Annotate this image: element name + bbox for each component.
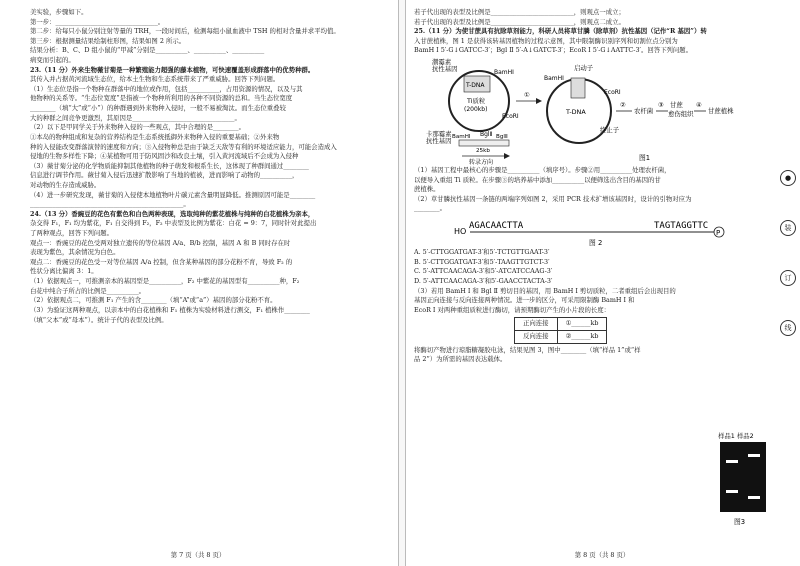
text-line: 性状分离比偏离 3：1。: [30, 267, 98, 276]
gel: [720, 442, 766, 512]
text-line: （1）基因工程中最核心的步骤是__________（填序号）。步骤②用__________处理农杆菌，: [414, 166, 671, 175]
page-8: [404, 0, 800, 566]
text-line: （3）若用 BamH Ⅰ 和 Bgl Ⅱ 剪切目的基因，用 BamH Ⅰ 剪切质粒，二者重组后会出现目的: [414, 286, 676, 295]
fig1-label-ecori-1: EcoRⅠ: [502, 113, 519, 121]
text-line: ________________________________________________。: [30, 200, 190, 209]
binding-mark: ●: [780, 170, 796, 186]
page-7-footer: 第 7 页（共 8 页）: [170, 551, 226, 560]
text-line: 若子代出现的表型及比例是__________________________，则观点二成立。: [414, 17, 625, 26]
fig1-label-kan: 卡那霉素: [426, 130, 452, 139]
fig1-label-plant: 甘蔗植株: [708, 107, 734, 116]
text-line: B. 5′-CTTGGATGAT-3′和5′-TAAGTTGTCT-3′: [414, 257, 550, 266]
text-line: （1）生态位是指一个物种在群落中的地位或作用，包括__________，占用资源的情况，以及与其: [30, 84, 303, 93]
q25-part1-2: [414, 166, 770, 214]
text-line: （填“父本”或“母本”）。统计子代的表型及比例。: [30, 315, 168, 324]
page-7-content: [30, 8, 384, 325]
fig1-label-sugarcane: 甘蔗: [670, 101, 683, 110]
fig1-label-25kb: 25kb: [476, 148, 490, 155]
fig1-label-tdna-1: T-DNA: [466, 82, 485, 90]
fig1-label-promoter: 启动子: [574, 64, 594, 73]
table-cell-label: 正向连接: [515, 318, 558, 331]
step1-arrowhead: [536, 98, 542, 104]
text-line: 若子代出现的表型及比例是__________________________，则观点一成立；: [414, 8, 625, 16]
text-line: 23.（11 分）外来生物薇甘菊是一种繁殖能力超强的藤本植物，可快速覆盖形成群落中的优势种群。: [30, 65, 315, 74]
text-line: （2）草甘膦抗性基因一条链的两端序列如图 2，采用 PCR 技术扩增该基因时，设计的引物对应为: [414, 194, 692, 203]
text-line: 大的种群之间竞争更激烈，其原因是________________________________。: [30, 113, 241, 122]
q25-part3: [414, 287, 714, 316]
text-line: 观点一：香豌豆的花色受两对独立遗传的等位基因 A/a、B/b 控制，基因 A 和 B 同时存在时: [30, 238, 291, 247]
text-line: 24.（13 分）香豌豆的花色有紫色和白色两种表现，选取纯种的紫花植株与纯种的白花植株为亲本，: [30, 209, 315, 218]
text-line: 白花中纯合子所占的比例是__________。: [30, 286, 146, 295]
table-row: [515, 318, 607, 331]
text-line: ________（填“大”或“小”）的种群遇到外来物种入侵时，一般不易被淘汰。而生态位重叠较: [30, 104, 286, 113]
text-line: 入甘蔗植株，图 1 是获得该转基因植物的过程示意图，其中限制酶识别序列和切割位点分别为: [414, 36, 678, 45]
binding-mark: 订: [780, 270, 796, 286]
fig3-title: 样品1 样品2: [718, 432, 754, 440]
figure-3-caption: 图3: [734, 518, 746, 526]
text-line: 将酶切产物进行琼脂糖凝胶电泳，结果见图 3，图中________（填“样品 1”或“样: [414, 345, 641, 354]
text-line: BamH Ⅰ 5′-G↓GATCC-3′；Bgl Ⅱ 5′-A↓GATCT-3′；EcoR Ⅰ 5′-G↓AATTC-3′。回答下列问题。: [414, 46, 693, 55]
figure-2-caption: 图 2: [589, 239, 603, 248]
text-line: 基因正向连接与反向连接两种情况。进一步的区分，可采用限制酶 BamH Ⅰ 和: [414, 296, 635, 305]
fig1-label-bglii-1: BglⅡ: [480, 131, 493, 139]
fig1-label-bamhi-1: BamHⅠ: [494, 69, 514, 77]
fig1-label-tdna-2: T-DNA: [566, 108, 586, 117]
gel-band: [748, 454, 760, 457]
figure-1-caption: 图1: [639, 154, 651, 163]
digest-table: [514, 317, 607, 343]
fig1-label-bamhi-2: BamHⅠ: [452, 134, 471, 141]
table-row: [515, 330, 607, 343]
figure-2: [414, 214, 754, 248]
text-line: EcoR Ⅰ 对两种重组质粒进行酶切，请预期酶切产生的小片段的长度：: [414, 305, 611, 314]
fig1-label-200kb: (200kb): [464, 106, 488, 114]
gel-band: [726, 490, 738, 493]
text-line: 侵地的生物多样性下降；④某植物可用于防风固沙和改良土壤，引入黄河流域后不会成为入侵种: [30, 152, 299, 161]
fig1-step-4: ④: [696, 101, 702, 110]
text-line: 病变而引起的。: [30, 56, 75, 65]
text-line: 表现为紫色，其余情况为白色。: [30, 248, 120, 257]
text-line: 观点二：香豌豆的花色受一对等位基因 A/a 控制，但含某种基因的部分花粉不育，导致 F₂ 的: [30, 257, 293, 266]
binding-mark: 线: [780, 320, 796, 336]
fig2-left-sequence: AGACAACTTA: [469, 221, 524, 232]
fig1-step-3: ③: [658, 101, 664, 110]
text-line: （2）依据观点二，可推测 F₁ 产生的含________（填“A”或“a”）基因的部分花粉不育。: [30, 296, 277, 305]
figure-3: [718, 430, 770, 530]
fig1-label-ecori-2: EcoRⅠ: [604, 89, 621, 97]
text-line: 杂交得 F₁，F₁ 均为紫花，F₁ 自交得到 F₂，F₂ 中表型及比例为紫花：白花 = 9：7，同时针对此提出: [30, 219, 317, 228]
fig1-label-hyg-gene: 抗性基因: [432, 65, 458, 74]
text-line: 种的入侵能改变群落演替的速度和方向；③入侵物种总是由于缺乏天敌等有利的环境适应能力，可能会造成入: [30, 142, 337, 151]
fig2-ho-end: HO: [454, 227, 467, 237]
text-line: C. 5′-ATTCAACAGA-3′和5′-ATCATCCAAG-3′: [414, 267, 553, 276]
text-line: 美实验，步骤如下。: [30, 8, 88, 16]
fig1-label-bglii-2: BglⅡ: [496, 134, 508, 141]
text-line: （1）依据观点一，可推测亲本的基因型是__________，F₂ 中紫花的基因型有__________种，F₂: [30, 277, 300, 286]
text-line: 25.（11 分）为使甘蔗具有抗除草剂能力，科研人员将草甘膦（除草剂）抗性基因（记作“R 基因”）转: [414, 27, 707, 36]
text-line: 对动物的生存造成威胁。: [30, 180, 101, 189]
promoter-region: [571, 78, 585, 98]
transcription-arrowhead: [504, 153, 510, 159]
text-line: 他物种的关系等。“生态位宽度”是指被一个物种所利用的各种不同资源的总和。当生态位宽度: [30, 94, 293, 103]
figure-1: [424, 56, 764, 166]
fig1-label-terminator: 终止子: [600, 126, 620, 135]
fig1-step-2: ②: [620, 101, 626, 110]
text-line: 以便导入重组 Ti 质粒。在步骤③的培养基中添加__________以便筛选出含目的基因的甘: [414, 175, 661, 184]
text-line: ________。: [414, 204, 446, 213]
table-cell-value: ①______kb: [557, 318, 607, 331]
text-line: 蔗植株。: [414, 185, 440, 194]
text-line: ①本岛的物种组成和复杂的营养结构是生态系统抵御外来物种入侵的重要基础；②外来物: [30, 132, 280, 141]
page-8-content: [414, 8, 770, 365]
fig1-step-1: ①: [524, 91, 530, 100]
fig1-label-agro: 农杆菌: [634, 107, 654, 116]
text-line: 第三步：根据测量结果绘制柱形图，结果如图 2 所示。: [30, 36, 186, 45]
text-line: （4）进一步研究发现，薇甘菊的入侵使本地植物叶片碳元素含量明显降低。推测原因可能是________: [30, 190, 316, 199]
text-line: （3）为验证这两种观点，以亲本中的白花植株和 F₁ 植株为实验材料进行测交，F₁ 植株作________: [30, 305, 310, 314]
text-line: 其传入并占据黄河流域生态位，给本土生物和生态系统带来了严重威胁。回答下列问题。: [30, 75, 280, 84]
fig1-label-bamhi-3: BamHⅠ: [544, 75, 564, 83]
fig2-right-sequence: TAGTAGGTTC: [654, 221, 709, 232]
fig2-p-end: P: [716, 229, 721, 238]
fig1-label-ti: Ti质粒: [467, 97, 486, 106]
table-cell-value: ②______kb: [557, 330, 607, 343]
text-line: 了两种观点，回答下列问题。: [30, 229, 114, 238]
q25-options: [414, 248, 770, 286]
page-7: [0, 0, 396, 566]
page-8-footer: 第 8 页（共 8 页）: [574, 551, 630, 560]
r-gene-fragment: [459, 140, 509, 146]
fig1-label-callus: 愈伤组织: [668, 110, 694, 119]
q25-intro: [414, 8, 770, 56]
fig1-label-direction: 转录方向: [469, 159, 494, 167]
text-line: D. 5′-ATTCAACAGA-3′和5′-GAACCTACTA-3′: [414, 276, 553, 285]
text-line: 结果分析：B、C、D 组小鼠的“甲减”分别是__________、__________、__________: [30, 46, 265, 55]
text-line: 品 2”）为所需的基因表达载体。: [414, 355, 507, 364]
fig1-label-hyg: 潮霉素: [432, 58, 452, 67]
text-line: 第二步：给每只小鼠分别注射等量的 TRH，一段时间后，检测每组小鼠血液中 TSH 的相对含量并求平均值。: [30, 27, 340, 36]
fig1-label-kan-gene: 抗性基因: [426, 137, 452, 146]
binding-mark: 装: [780, 220, 796, 236]
text-line: 第一步：________________________________。: [30, 17, 165, 26]
text-line: （2）以下是甲同学关于外来物种入侵的一些观点，其中合理的是________。: [30, 123, 245, 132]
text-line: 信息进行调节作用。薇甘菊入侵后迅速扩散影响了当地的植被，进而影响了动物的__________，: [30, 171, 299, 180]
q25-part3-tail: [414, 346, 714, 365]
text-line: （3）薇甘菊分泌的化学物质能抑制其他植物的种子萌发和根系生长，这体现了种群间通过________: [30, 161, 309, 170]
table-cell-label: 反向连接: [515, 330, 558, 343]
text-line: A. 5′-CTTGGATGAT-3′和5′-TCTGTTGAAT-3′: [414, 248, 550, 257]
gel-band: [748, 496, 760, 499]
gel-band: [726, 460, 738, 463]
